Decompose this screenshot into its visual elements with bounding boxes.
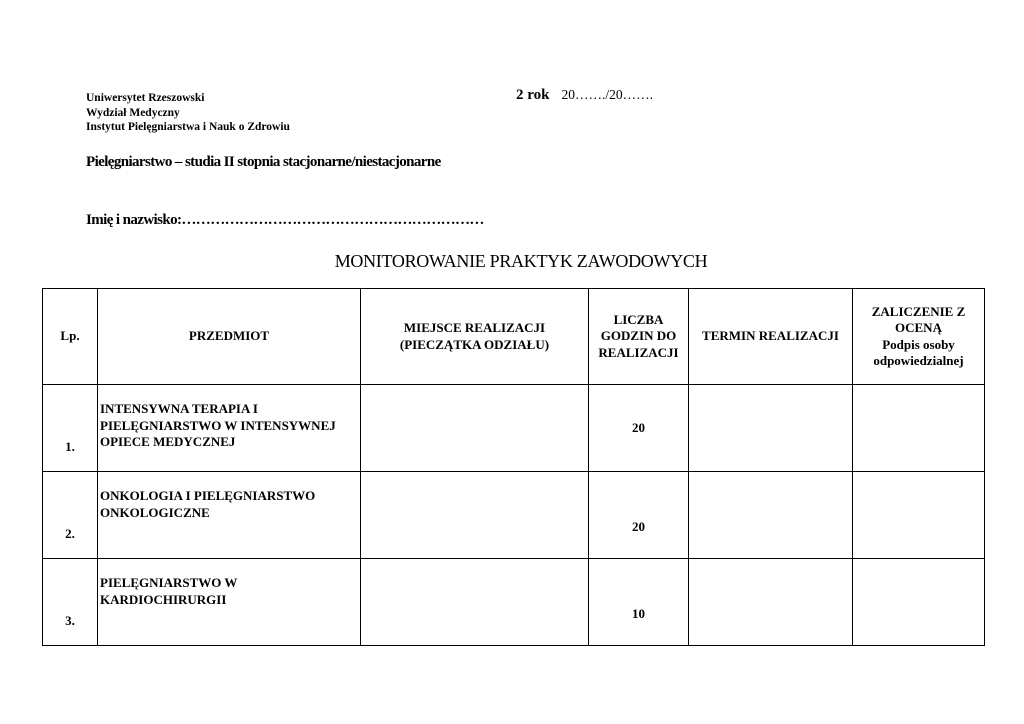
row-term-cell[interactable]	[689, 559, 853, 646]
table-row	[43, 385, 985, 472]
program-line: Pielęgniarstwo – studia II stopnia stacjonarne/niestacjonarne	[86, 154, 441, 170]
header-term: TERMIN REALIZACJI	[689, 289, 853, 385]
table-row	[43, 559, 985, 646]
faculty-name: Wydział Medyczny	[86, 106, 180, 119]
header-subject: PRZEDMIOT	[98, 289, 361, 385]
practice-table	[42, 288, 985, 646]
year-block	[516, 86, 653, 104]
header-grade	[853, 289, 985, 385]
row-number: 2.	[43, 472, 98, 559]
student-name-line: Imię i nazwisko:………………………………………………………	[86, 212, 484, 228]
header-grade-line: ZALICZENIE Z	[871, 303, 966, 319]
row-term-cell[interactable]	[689, 385, 853, 472]
document-title: MONITOROWANIE PRAKTYK ZAWODOWYCH	[334, 251, 708, 271]
header-grade-line: odpowiedzialnej	[873, 353, 964, 368]
row-subject: INTENSYWNA TERAPIA I PIELĘGNIARSTWO W INTENSYWNEJ OPIECE MEDYCZNEJ	[98, 385, 361, 472]
header-place	[361, 289, 589, 385]
row-place-cell[interactable]	[361, 385, 589, 472]
table-header-row	[43, 289, 985, 385]
university-name: Uniwersytet Rzeszowski	[86, 92, 205, 104]
row-hours: 10	[589, 559, 689, 646]
row-hours: 20	[589, 385, 689, 472]
header-hours-line: LICZBA	[613, 311, 664, 327]
header-lp: Lp.	[43, 289, 98, 385]
row-place-cell[interactable]	[361, 559, 589, 646]
year-label: 2 rok	[516, 87, 550, 103]
row-grade-cell[interactable]	[853, 472, 985, 559]
header-hours	[589, 289, 689, 385]
header-place-line: (PIECZĄTKA ODZIAŁU)	[399, 336, 550, 352]
institute-name: Instytut Pielęgniarstwa i Nauk o Zdrowiu	[86, 121, 290, 133]
header-hours-line: REALIZACJI	[598, 344, 679, 360]
row-grade-cell[interactable]	[853, 559, 985, 646]
header-grade-line: OCENĄ	[895, 320, 942, 335]
header-grade-line: Podpis osoby	[882, 336, 955, 352]
row-hours: 20	[589, 472, 689, 559]
row-subject: PIELĘGNIARSTWO W KARDIOCHIRURGII	[98, 559, 361, 646]
row-grade-cell[interactable]	[853, 385, 985, 472]
row-number: 3.	[43, 559, 98, 646]
header-hours-line: GODZIN DO	[600, 328, 677, 344]
institution-block	[86, 91, 290, 135]
row-term-cell[interactable]	[689, 472, 853, 559]
header-place-line: MIEJSCE REALIZACJI	[403, 320, 546, 335]
row-number: 1.	[43, 385, 98, 472]
row-place-cell[interactable]	[361, 472, 589, 559]
row-subject: ONKOLOGIA I PIELĘGNIARSTWO ONKOLOGICZNE	[98, 472, 361, 559]
academic-year-range: 20……./20…….	[561, 87, 653, 102]
table-row	[43, 472, 985, 559]
